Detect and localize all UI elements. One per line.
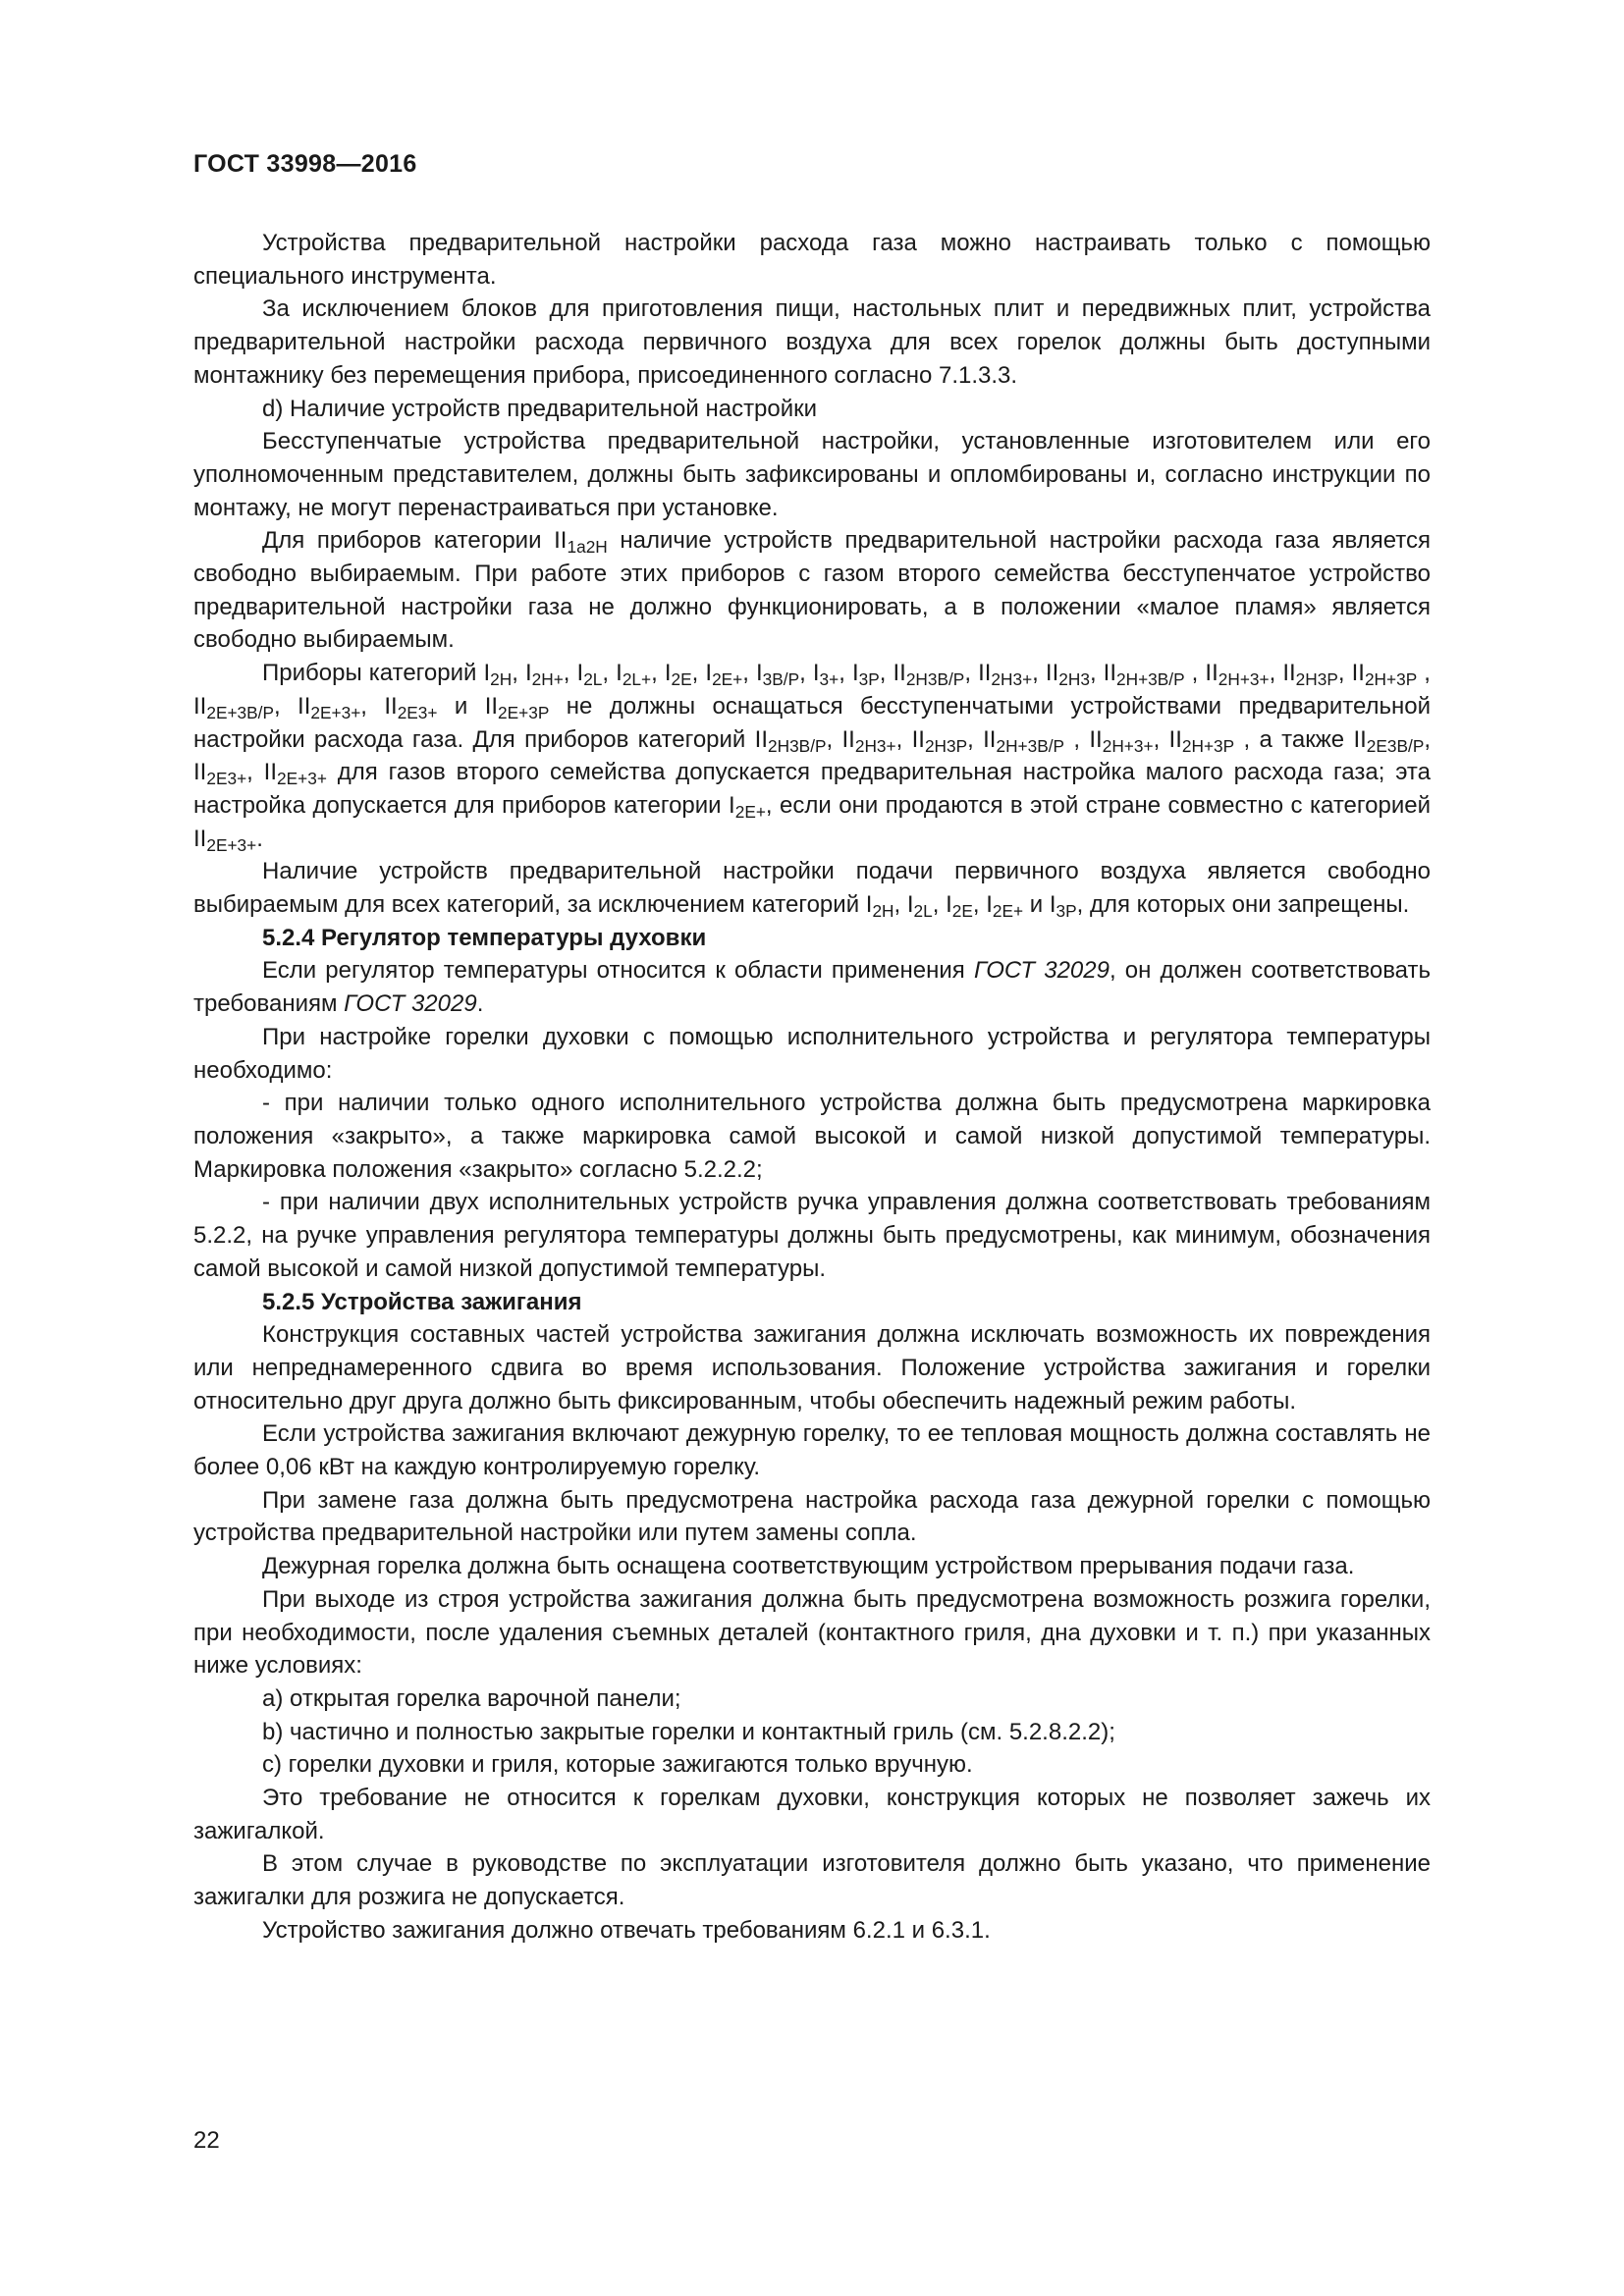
paragraph: При выходе из строя устройства зажигания должна быть предусмотрена возможность розжига горелки, при необходимости, после удаления съемных деталей (контактного гриля, дна духовки и т. п.) при указанных ниже условиях: <box>193 1585 1431 1680</box>
text-run: , I <box>893 891 914 919</box>
text-run: наличие устройств предварительной настройки расхода газа является свободно выбираемым. При работе этих приборов с газом второго семейства бесступенчатое устройство предварительной настройки газа не должно функционировать, а в положении «малое пламя» является свободно выбираемым. <box>193 527 1431 654</box>
text-run: Приборы категорий I <box>262 660 491 687</box>
paragraph: В этом случае в руководстве по эксплуатации изготовителя должно быть указано, что применение зажигалки для розжига не допускается. <box>193 1850 1431 1911</box>
standard-reference: ГОСТ 32029 <box>973 957 1110 985</box>
text-run: , II <box>895 725 925 753</box>
paragraph: Конструкция составных частей устройства зажигания должна исключать возможность их повреждения или непреднамеренного сдвига во время использования. Положение устройства зажигания и горелки относительно друг друга должно быть фиксированным, чтобы обеспечить надежный режим работы. <box>193 1321 1431 1415</box>
category-subscript: 2L <box>913 901 933 922</box>
text-run: , а также II <box>1234 725 1367 753</box>
section-heading: 5.2.4 Регулятор температуры духовки <box>262 924 707 951</box>
text-run: , II <box>273 692 311 720</box>
text-run: , II <box>1064 725 1103 753</box>
category-subscript: 1a2H <box>567 537 608 558</box>
paragraph: Устройство зажигания должно отвечать требованиям 6.2.1 и 6.3.1. <box>262 1916 991 1944</box>
paragraph: За исключением блоков для приготовления пищи, настольных плит и передвижных плит, устройства предварительной настройки расхода первичного воздуха для всех горелок должны быть доступными монтажнику без перемещения прибора, присоединенного согласно 7.1.3.3. <box>193 295 1431 389</box>
text-run: и II <box>437 692 499 720</box>
paragraph: d) Наличие устройств предварительной настройки <box>262 395 818 422</box>
text-run: , I <box>563 660 584 687</box>
category-subscript: 2E3+ <box>206 769 247 789</box>
paragraph: Устройства предварительной настройки расхода газа можно настраивать только с помощью специального инструмента. <box>193 230 1431 290</box>
text-run: , I <box>691 660 713 687</box>
category-subscript: 3P <box>858 669 880 690</box>
text-run: и I <box>1023 891 1056 919</box>
text-run: , II <box>1269 660 1296 687</box>
text-run: , II <box>1032 660 1059 687</box>
category-subscript: 2H3B/P <box>905 669 965 690</box>
text-run: , I <box>972 891 993 919</box>
category-subscript: 2E <box>671 669 692 690</box>
category-subscript: 2H3+ <box>991 669 1033 690</box>
paragraph: Бесступенчатые устройства предварительной настройки, установленные изготовителем или его уполномоченным представителем, должны быть зафиксированы и опломбированы и, согласно инструкции по монтажу, не могут перенастраиваться при установке. <box>193 428 1431 521</box>
text-run: , II <box>964 660 992 687</box>
text-run: , II <box>193 725 1432 786</box>
paragraph <box>193 855 1431 921</box>
standard-reference: ГОСТ 32029 <box>344 990 477 1018</box>
text-run: , II <box>1337 660 1365 687</box>
paragraph: Дежурная горелка должна быть оснащена соответствующим устройством прерывания подачи газа. <box>262 1553 1355 1580</box>
text-run: , II <box>246 759 278 786</box>
category-subscript: 2H3+ <box>854 735 896 756</box>
category-subscript: 2H+3B/P <box>1116 669 1185 690</box>
category-subscript: 2E <box>951 901 973 922</box>
text-run: , II <box>879 660 906 687</box>
category-subscript: 2E3+ <box>397 703 438 723</box>
text-run: , I <box>742 660 763 687</box>
category-subscript: 2H+3P <box>1364 669 1418 690</box>
text-run: , I <box>602 660 623 687</box>
category-subscript: 2H+3+ <box>1102 735 1154 756</box>
category-subscript: 2E+3+ <box>310 703 361 723</box>
text-run: . <box>476 990 484 1018</box>
category-subscript: 3P <box>1056 901 1077 922</box>
text-run: , II <box>967 725 997 753</box>
paragraph: При замене газа должна быть предусмотрена настройка расхода газа дежурной горелки с помощью устройства предварительной настройки или путем замены сопла. <box>193 1486 1431 1547</box>
text-run: , I <box>932 891 952 919</box>
text-run: , II <box>826 725 855 753</box>
category-subscript: 2H+ <box>531 669 564 690</box>
paragraph: a) открытая горелка варочной панели; <box>262 1684 681 1712</box>
text-run: , он должен соответствовать требованиям <box>193 957 1432 1018</box>
text-run: , II <box>1153 725 1182 753</box>
text-run: , для которых они запрещены. <box>1076 891 1410 919</box>
text-run: , II <box>193 660 1431 720</box>
page-number: 22 <box>193 2127 220 2154</box>
paragraph: При настройке горелки духовки с помощью исполнительного устройства и регулятора температуры необходимо: <box>193 1023 1431 1084</box>
text-run: . <box>256 825 263 852</box>
category-subscript: 2E+3P <box>498 703 550 723</box>
category-subscript: 2H <box>490 669 513 690</box>
paragraph: Это требование не относится к горелкам духовки, конструкция которых не позволяет зажечь их зажигалкой. <box>193 1785 1431 1844</box>
category-subscript: 2H <box>872 901 894 922</box>
text-run: не должны оснащаться бесступенчатыми устройствами предварительной настройки расхода газа. Для приборов категорий II <box>193 692 1432 753</box>
paragraph: - при наличии только одного исполнительного устройства должна быть предусмотрена маркировка положения «закрыто», а также маркировка самой высокой и самой низкой допустимой температуры. Маркировка положения «закрыто» согласно 5.2.2.2; <box>193 1090 1431 1183</box>
category-subscript: 2L+ <box>622 669 652 690</box>
section-heading: 5.2.5 Устройства зажигания <box>262 1288 582 1315</box>
text-run: Если регулятор температуры относится к области применения <box>262 957 974 985</box>
category-subscript: 2H+3P <box>1181 735 1235 756</box>
category-subscript: 2E3B/P <box>1366 735 1425 756</box>
paragraph: c) горелки духовки и гриля, которые зажигаются только вручную. <box>262 1751 973 1779</box>
category-subscript: 2H+3+ <box>1218 669 1270 690</box>
document-header: ГОСТ 33998—2016 <box>193 150 417 178</box>
paragraph: Если устройства зажигания включают дежурную горелку, то ее тепловая мощность должна составлять не более 0,06 кВт на каждую контролируемую горелку. <box>193 1420 1431 1481</box>
text-run: для газов второго семейства допускается предварительная настройка малого расхода газа; эта настройка допускается для приборов категории I <box>193 759 1432 819</box>
category-subscript: 2H3B/P <box>768 735 827 756</box>
paragraph <box>193 657 1431 855</box>
category-subscript: 2E+3+ <box>277 769 327 789</box>
paragraph: - при наличии двух исполнительных устройств ручка управления должна соответствовать требованиям 5.2.2, на ручке управления регулятора температуры должны быть предусмотрены, как минимум, обозначения самой высокой и самой низкой допустимой температуры. <box>193 1189 1431 1282</box>
text-run: Наличие устройств предварительной настройки подачи первичного воздуха является свободно выбираемым для всех категорий, за исключением категорий I <box>193 858 1431 919</box>
paragraph <box>193 524 1431 657</box>
text-run: , I <box>839 660 859 687</box>
category-subscript: 2E+ <box>712 669 743 690</box>
category-subscript: 2H3P <box>924 735 968 756</box>
text-run: , если они продаются в этой стране совместно с категорией II <box>193 791 1431 852</box>
category-subscript: 2E+ <box>734 802 766 823</box>
category-subscript: 3B/P <box>762 669 800 690</box>
text-run: , I <box>512 660 532 687</box>
category-subscript: 2H+3B/P <box>996 735 1065 756</box>
category-subscript: 2H3P <box>1295 669 1338 690</box>
category-subscript: 2H3 <box>1058 669 1090 690</box>
category-subscript: 2L <box>583 669 603 690</box>
category-subscript: 2E+ <box>992 901 1024 922</box>
text-run: , I <box>799 660 820 687</box>
paragraph: b) частично и полностью закрытые горелки и контактный гриль (см. 5.2.8.2.2); <box>262 1718 1115 1745</box>
text-run: , II <box>1184 660 1218 687</box>
document-body <box>193 227 1431 1948</box>
text-run: , I <box>651 660 672 687</box>
paragraph <box>193 954 1431 1020</box>
text-run: , II <box>360 692 398 720</box>
text-run: , II <box>1089 660 1117 687</box>
category-subscript: 2E+3B/P <box>206 703 274 723</box>
category-subscript: 2E+3+ <box>206 834 257 855</box>
category-subscript: 3+ <box>819 669 839 690</box>
text-run: Для приборов категории II <box>262 527 568 555</box>
